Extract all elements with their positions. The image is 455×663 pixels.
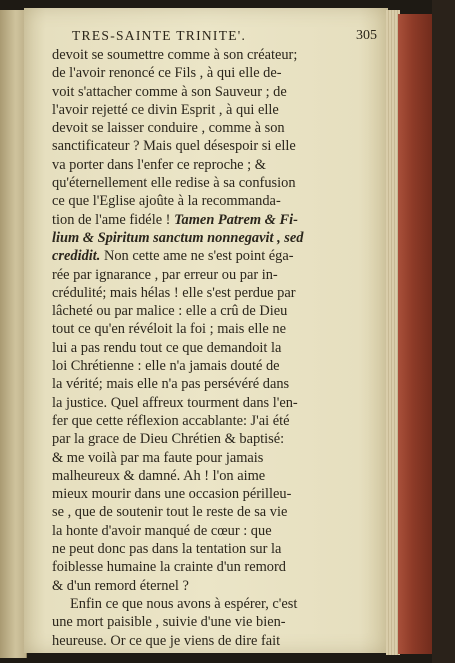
line-text: tion de l'ame fidéle ! — [52, 211, 175, 228]
text-line — [52, 211, 386, 229]
line-text: va porter dans l'enfer ce reproche ; & — [52, 156, 266, 173]
line-text: lui a pas rendu tout ce que demandoit la — [52, 339, 282, 356]
line-text: par la grace de Dieu Chrétien & baptisé: — [52, 431, 285, 448]
text-line — [52, 577, 386, 595]
line-text: la honte d'avoir manqué de cœur : que — [52, 522, 272, 539]
text-line — [52, 247, 386, 265]
latin-quote: Tamen Patrem & Fi- — [174, 211, 298, 228]
line-text: l'avoir rejetté ce divin Esprit , à qui elle — [52, 101, 279, 118]
text-line — [52, 46, 386, 64]
line-text: voit s'attacher comme à son Sauveur ; de — [52, 83, 287, 100]
line-text: Non cette ame ne s'est point éga- — [100, 248, 294, 265]
line-text: fer que cette réflexion accablante: J'ai été — [52, 412, 290, 429]
text-line — [52, 266, 386, 284]
text-line — [52, 174, 386, 192]
text-line — [52, 430, 386, 448]
book-edge-red — [398, 14, 434, 654]
line-text: ce que l'Eglise ajoûte à la recommanda- — [52, 193, 281, 210]
line-text: lâcheté ou par malice : elle a crû de Dieu — [52, 303, 288, 320]
text-line — [52, 412, 386, 430]
line-text: la vérité; mais elle n'a pas persévéré dans — [52, 376, 290, 393]
line-text: tout ce qu'en révéloit la foi ; mais elle ne — [52, 321, 286, 338]
text-line — [52, 339, 386, 357]
text-line — [52, 375, 386, 393]
line-text: sanctificateur ? Mais quel désespoir si elle — [52, 138, 296, 155]
text-line — [52, 156, 386, 174]
line-text: mieux mourir dans une occasion périlleu- — [52, 486, 292, 503]
line-text: heureuse. Or ce que je viens de dire fait — [52, 632, 281, 649]
text-line — [52, 467, 386, 485]
line-text: la justice. Quel affreux tourment dans l'en- — [52, 394, 298, 411]
text-line — [52, 284, 386, 302]
line-text: Enfin ce que nous avons à espérer, c'est — [70, 595, 298, 612]
latin-quote: lium & Spiritum sanctum nonnegavit , sed — [52, 229, 304, 246]
text-line — [52, 192, 386, 210]
text-line — [52, 540, 386, 558]
line-text: devoit se soumettre comme à son créateur; — [52, 47, 298, 63]
latin-quote: credidit. — [52, 248, 101, 265]
text-line — [52, 357, 386, 375]
text-line — [52, 595, 386, 613]
text-line — [52, 394, 386, 412]
line-text: une mort paisible , suivie d'une vie bien- — [52, 614, 286, 631]
text-line — [52, 320, 386, 338]
text-line — [52, 522, 386, 540]
text-line — [52, 101, 386, 119]
line-text: crédulité; mais hélas ! elle s'est perdue par — [52, 284, 296, 301]
line-text: & d'un remord éternel ? — [52, 577, 189, 594]
running-title: TRES-SAINTE TRINITE'. — [72, 28, 247, 43]
text-line — [52, 449, 386, 467]
line-text: ne peut donc pas dans la tentation sur la — [52, 541, 282, 558]
text-line — [52, 558, 386, 576]
text-line — [52, 632, 386, 650]
text-line — [52, 613, 386, 631]
body-text — [52, 46, 386, 650]
text-line — [52, 485, 386, 503]
book-cover — [432, 0, 455, 663]
line-text: se , que de soutenir tout le reste de sa vie — [52, 504, 288, 521]
text-line — [52, 83, 386, 101]
text-line — [52, 503, 386, 521]
text-line — [52, 119, 386, 137]
facing-page-edge — [0, 10, 27, 658]
line-text: & me voilà par ma faute pour jamais — [52, 449, 264, 466]
line-text: malheureux & damné. Ah ! l'on aime — [52, 467, 266, 484]
line-text: rée par ignarance , par erreur ou par in- — [52, 266, 278, 283]
line-text: loi Chrétienne : elle n'a jamais douté de — [52, 358, 280, 375]
text-line — [52, 302, 386, 320]
text-line — [52, 229, 386, 247]
line-text: qu'éternellement elle redise à sa confusion — [52, 175, 296, 192]
text-line — [52, 64, 386, 82]
page-number: 305 — [356, 28, 377, 43]
line-text: de l'avoir renoncé ce Fils , à qui elle de- — [52, 65, 282, 82]
line-text: devoit se laisser conduire , comme à son — [52, 120, 285, 137]
text-line — [52, 137, 386, 155]
line-text: foiblesse humaine la crainte d'un remord — [52, 559, 286, 576]
